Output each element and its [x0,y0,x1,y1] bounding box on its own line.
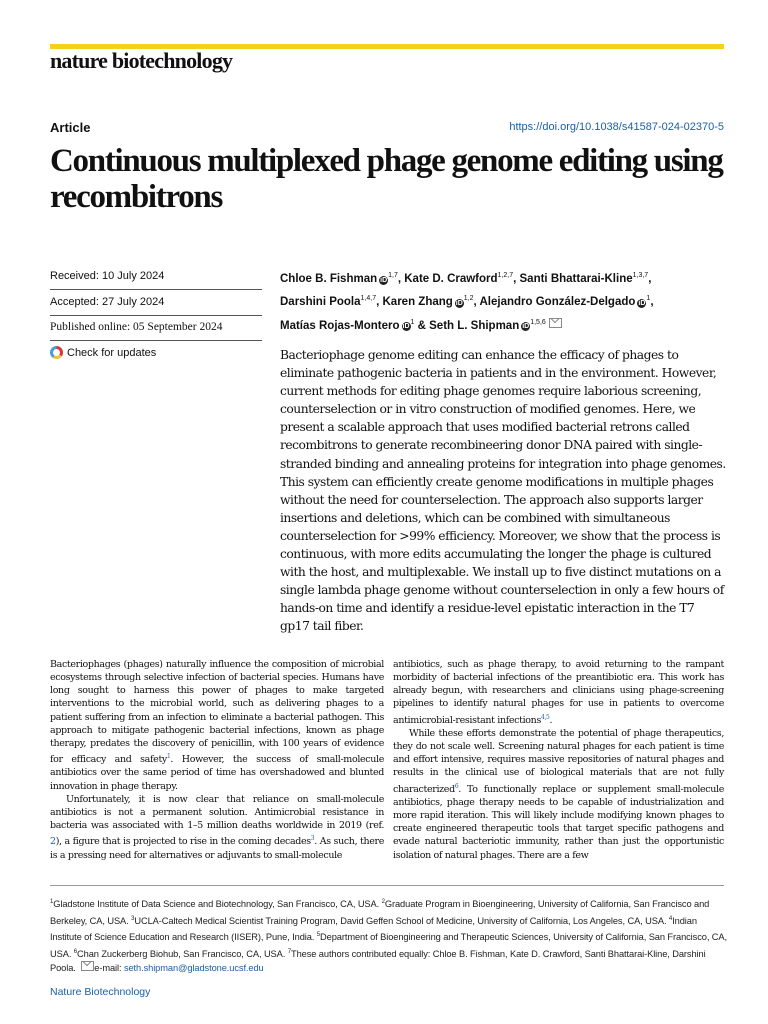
divider [50,315,262,316]
email-link[interactable]: seth.shipman@gladstone.ucsf.edu [123,963,264,974]
citation-link[interactable]: 6 [454,782,459,790]
orcid-icon[interactable]: iD [522,323,530,331]
affiliations: $^1$Gladstone Institute of Data Science and Biotechnology, San Francisco, CA, USA. $^2$Graduate Program in Bioengineering, University of California, San Francisco and Berkeley, CA, USA. $^3$UCLA-Caltech Medical Scientist Training Program, David Geffen School of Medicine, University of California, Los Angeles, CA, USA. $^4$Indian Institute of Science Education and Research (IISER), Pune, India. $^5$Department of Bioengineering and Therapeutic Sciences, University of California, San Francisco, CA, USA. $^6$Chan Zuckerberg Biohub, San Francisco, CA, USA. $^7$These authors contributed equally: Chloe B. Fishman, Kate D. Crawford, Santi Bhattarai-Kline, Darshini Poola. e-mail: seth.shipman@gladstone.ucsf.edu [50,899,727,974]
citation-link[interactable]: 4,5 [540,713,550,721]
footer-journal-name[interactable]: Nature Biotechnology [50,986,151,998]
abstract: Bacteriophage genome editing can enhance the efficacy of phages to eliminate pathogenic bacteria in patients and in the environment. However, current methods for editing phage genomes require laborious screening, counterselection or in vitro construction of modified genomes. Here, we present a scalable approach that uses modified bacterial retrons called recombitrons to generate recombineering donor DNA paired with single-stranded binding and annealing proteins for integration into phage genomes. This system can efficiently create genome modifications in multiple phages without the need for counterselection. The approach also supports larger insertions and deletions, which can be combined with simultaneous counterselection for >99% efficiency. Moreover, we show that the process is continuous, with more edits accumulating the longer the phage is cultured with the host, and multiplexable. We install up to five distinct mutations on a single lambda phage genome without counterselection in only a few hours of hands-on time and identify a residue-level epistatic interaction in the T7 gp17 tail fiber. [280,348,726,634]
body-column-left [50,658,384,862]
doi-link[interactable]: https://doi.org/10.1038/s41587-024-02370-5 [509,121,724,133]
author-affiliation: 1,5,6 [530,318,546,326]
article-type: Article [50,120,91,135]
author-name[interactable]: Kate D. Crawford [404,272,498,285]
check-updates-icon [50,346,63,359]
body-paragraph: While these efforts demonstrate the potential of phage therapeutics, they do not scale well. Screening natural phages for each patient is time and effort intensive, requires massive repositories of natural phages and results in the clinical use of biological materials that are not fully characterized$^6$. To functionally replace or supplement small-molecule antibiotics, phage therapy needs to be capable of industrialization and more rapid iteration. This will likely include modifying known phages to create engineered therapeutic tools that target specific pathogens and evade natural bacteriotic immunity, rather than just the opportunistic isolation of natural phages. There are a few [393,727,724,861]
envelope-icon[interactable] [549,318,562,328]
author-name[interactable]: Darshini Poola [280,296,361,309]
email-label: e-mail: [94,963,124,974]
body-paragraph: antibiotics, such as phage therapy, to avoid returning to the rampant morbidity of bacterial infections of the preantibiotic era. This work has already begun, with researchers and clinicians using phage-screening pipelines to identify natural phages for use in patients to overcome antimicrobial-resistant infections$^{4,5}$. [393,659,724,726]
author-name[interactable]: Seth L. Shipman [429,319,520,332]
published-date: Published online: 05 September 2024 [50,321,223,333]
orcid-icon[interactable]: iD [455,300,463,308]
affiliation: UCLA-Caltech Medical Scientist Training Program, David Geffen School of Medicine, University of California, Los Angeles, CA, USA. [134,915,669,926]
affiliation: Gladstone Institute of Data Science and Biotechnology, San Francisco, CA, USA. [53,899,382,910]
affiliation: Indian Institute of Science Education and Research (IISER), Pune, India. [50,915,697,943]
citation-link[interactable]: 3 [310,835,315,843]
author-name[interactable]: Alejandro González-Delgado [479,296,636,309]
envelope-icon [81,961,94,971]
orcid-icon[interactable]: iD [402,323,410,331]
check-updates-button[interactable] [50,346,260,359]
affiliation: Department of Bioengineering and Therapeutic Sciences, University of California, San Francisco, CA, USA. [50,932,727,959]
author-list: Chloe B. Fishman iD$^{1,7}$, Kate D. Crawford$^{1,2,7}$, Santi Bhattarai-Kline$^{1,3,7}$, Darshini Poola$^{1,4,7}$, Karen Zhang iD$^{1,2}$, Alejandro González-Delgado $iD^1$, Matías Rojas-Montero $iD^1$ & Seth L. Shipman iD$^{1,5,6}$ [280,272,654,332]
footnote-divider [50,885,724,886]
affiliation: Chan Zuckerberg Biohub, San Francisco, CA, USA. [77,948,288,959]
received-date: Received: 10 July 2024 [50,270,165,282]
author-affiliation: 1 [646,295,651,303]
author-affiliation: 1,4,7 [360,295,377,303]
divider [50,289,262,290]
orcid-icon[interactable]: iD [380,276,388,284]
affiliation: Graduate Program in Bioengineering, University of California, San Francisco and Berkeley, CA, USA. [50,899,710,926]
author-affiliation: 1,2,7 [497,272,514,279]
orcid-icon[interactable]: iD [638,300,646,308]
article-title: Continuous multiplexed phage genome editing using recombitrons [50,143,723,215]
author-affiliation: 1 [410,318,415,326]
check-updates-label: Check for updates [67,346,157,359]
body-paragraph: Bacteriophages (phages) naturally influence the composition of microbial ecosystems through selective infection of bacterial species. Humans have long sought to harness this power of phages to make targeted interventions to the microbial world, such as delivering phages to a patient suffering from an infection to eliminate a bacterial pathogen. This approach to mitigate pathogenic bacterial infections, known as phage therapy, predates the discovery of penicillin, with 100 years of evidence for efficacy and safety$^1$. However, the success of small-molecule antibiotics over the same period of time has overshadowed and blunted innovation in phage therapy. [50,659,384,792]
citation-link[interactable]: 2 [50,836,56,848]
author-affiliation: 1,7 [388,272,398,279]
author-name[interactable]: Santi Bhattarai-Kline [519,272,633,285]
author-affiliation: 1,3,7 [632,272,649,279]
ampersand: & [417,319,426,332]
author-name[interactable]: Karen Zhang [382,296,453,309]
author-name[interactable]: Chloe B. Fishman [280,272,378,285]
equal-contribution-note: These authors contributed equally: Chloe B. Fishman, Kate D. Crawford, Santi Bhattarai-Kline, Darshini Poola. [50,948,706,974]
journal-name: nature biotechnology [50,48,233,73]
citation-link[interactable]: 1 [166,753,171,761]
divider [50,340,262,341]
author-affiliation: 1,2 [463,295,474,303]
accepted-date: Accepted: 27 July 2024 [50,296,165,308]
body-paragraph: Unfortunately, it is now clear that reliance on small-molecule antibiotics is not a permanent solution. Antimicrobial resistance in bacteria was associated with 1–5 million deaths worldwide in 2019 (ref. 2), a figure that is projected to rise in the coming decades$^3$. As such, there is a pressing need for alternatives or adjuvants to small-molecule [50,793,384,861]
author-name[interactable]: Matías Rojas-Montero [280,319,400,332]
body-column-right [393,658,724,862]
